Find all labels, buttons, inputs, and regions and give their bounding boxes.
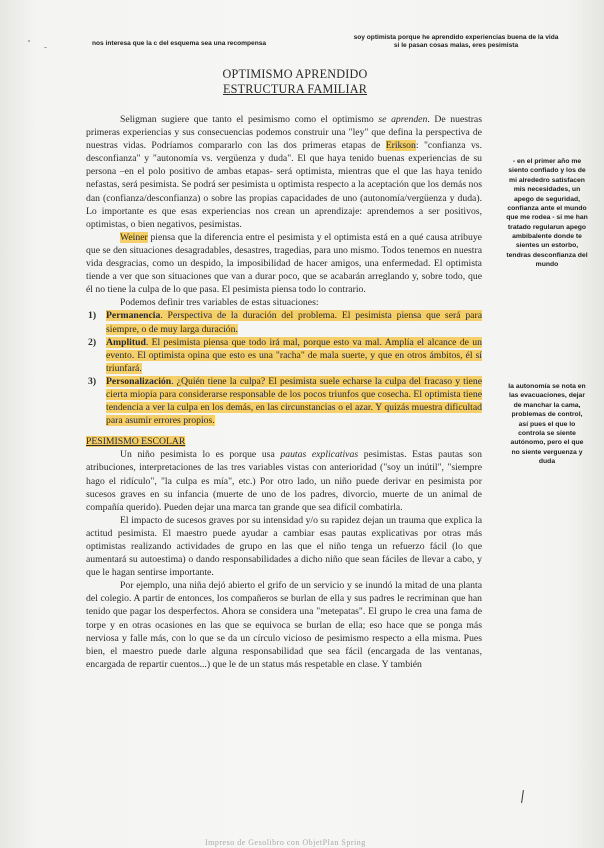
variables-list bbox=[86, 309, 482, 427]
highlight-weiner: Weiner bbox=[120, 231, 148, 243]
paragraph-example: Por ejemplo, una niña dejó abierto el grifo de un servicio y se inundó la mitad de una planta del colegio. A partir de entonces, los compañeros se burlan de ella y sus padres le recriminan que han tenido que pagar los desperfectos. Ahora se considera una "metepatas". El grupo le crea una fama de torpe y en otras ocasiones en las que se equivoca se burlan de ella; eso hace que se ponga más nerviosa y falle más, con lo que se da un círculo vicioso de pesimismo respecto a ella misma. Pues bien, el maestro puede darle alguna responsabilidad que sea fácil (encargada de las ventanas, encargada de repartir cuentos...) que le de un status más respetable en clase. Y también bbox=[86, 580, 482, 670]
pen-mark bbox=[521, 790, 524, 803]
page-footer: Impreso de Gesolibro con ObjetPlan Spring bbox=[205, 838, 366, 847]
handwritten-note-top-left: nos interesa que la c del esquema sea una recompensa bbox=[92, 40, 267, 47]
list-item: 3) Personalización. ¿Quién tiene la culpa? El pesimista suele echarse la culpa del fracaso y tiene cierta miopía para considerarse responsable de los pocos triunfos que cosecha. El optimista tiene tendencia a ver la culpa en los demás, en las circunstancias o el azar. Y quizás muestra dificultad para asumir errores propios. bbox=[88, 375, 482, 427]
paragraph-trauma: El impacto de sucesos graves por su intensidad y/o su rapidez dejan un trauma que explica la actitud pesimista. El maestro puede ayudar a cambiar esas pautas explicativas por otras más optimistas realizando actividades de grupo en las que el niño tenga un refuerzo fácil (lo que aumentará su autoestima) o dando responsabilidades a dicho niño que sean fáciles de llevar a cabo, y que le hagan sentirse importante. bbox=[86, 514, 482, 579]
paragraph-variables-intro: Podemos definir tres variables de estas situaciones: bbox=[120, 297, 319, 309]
speck bbox=[28, 40, 30, 42]
speck bbox=[44, 47, 47, 48]
title-line-1: OPTIMISMO APRENDIDO bbox=[222, 67, 368, 81]
list-item: 1) Permanencia. Perspectiva de la duración del problema. El pesimista piensa que será para siempre, o de muy larga duración. bbox=[88, 310, 482, 335]
margin-note-erikson: - en el primer año me siento confiado y los de mi alrededro satisfacen mis necesidades, un apego de seguridad, confianza ante el mundo que me rodea - si me han tratado regularun apego ambibalente donde te sientes un estorbo, tendras desconfianza del mundo bbox=[506, 158, 588, 269]
document-title bbox=[150, 67, 440, 98]
margin-note-autonomy: la autonomía se nota en las evacuaciones, dejar de manchar la cama, problemas de control, así pues el que lo controla se siente autónomo, pero el que no siente verguenza y duda bbox=[508, 383, 586, 465]
section-heading: PESIMISMO ESCOLAR bbox=[86, 436, 186, 448]
paragraph-pesimismo-escolar: Un niño pesimista lo es porque usa pautas explicativas pesimistas. Estas pautas son atribuciones, interpretaciones de las tres variables vistas con anterioridad ("soy un inútil", "siempre hago el ridículo", "la culpa es mía", etc.) Por otro lado, un niño puede derivar en pesimista por sucesos graves en su infancia (muerte de uno de los padres, divorcio, muerte de un animal de compañía querido). Pueden dejar una marca tan grande que sea difícil combatirla. bbox=[86, 449, 482, 513]
note-line-2: si le pasan cosas malas, eres pesimista bbox=[393, 42, 519, 50]
list-item: 2) Amplitud. El pesimista piensa que todo irá mal, porque esto va mal. Amplía el alcance de un evento. El optimista opina que esto es una "racha" de mala suerte, y que en otros ámbitos, él sí triunfará. bbox=[88, 336, 482, 374]
body-text bbox=[86, 113, 482, 671]
highlight-erikson: Erikson bbox=[385, 140, 416, 152]
handwritten-note-top-right bbox=[322, 34, 590, 50]
paragraph-seligman: Seligman sugiere que tanto el pesimismo como el optimismo se aprenden. De nuestras primeras experiencias y sus consecuencias podemos construir una "ley" que defina la perspectiva de nuestras vidas. Podríamos compararlo con las dos primeras etapas de Erikson: "confianza vs. desconfianza" y "autonomía vs. vergüenza y duda". El que haya tenido buenas experiencias de su persona –en el polo positivo de ambas etapas- será optimista, mientras que el que las haya tenido nefastas, será pesimista. Se podrá ser pesimista u optimista respecto a la aceptación que los demás nos dan (confianza/desconfianza) o sobre las propias capacidades de uno (autonomía/vergüenza y duda). Lo importante es que esas experiencias nos crean un aprendizaje: aprendemos a ser positivos, optimistas, o bien negativos, pesimistas. bbox=[86, 114, 483, 230]
paragraph-weiner: Weiner piensa que la diferencia entre el pesimista y el optimista está en a qué causa atribuye que se den situaciones desagradables, desastres, tragedias, para uno mismo. Todos tenemos en nuestra vida desgracias, como un despido, la imposibilidad de hacer amigos, una enfermedad. El optimista tiende a ver que son situaciones que van a durar poco, que se acabarán arreglando y, sobre todo, que él no tiene la culpa de lo que pasa. El pesimista piensa todo lo contrario. bbox=[86, 231, 482, 296]
title-line-2: ESTRUCTURA FAMILIAR bbox=[222, 82, 368, 97]
note-line-1: soy optimista porque he aprendido experiencias buena de la vida bbox=[353, 34, 559, 41]
